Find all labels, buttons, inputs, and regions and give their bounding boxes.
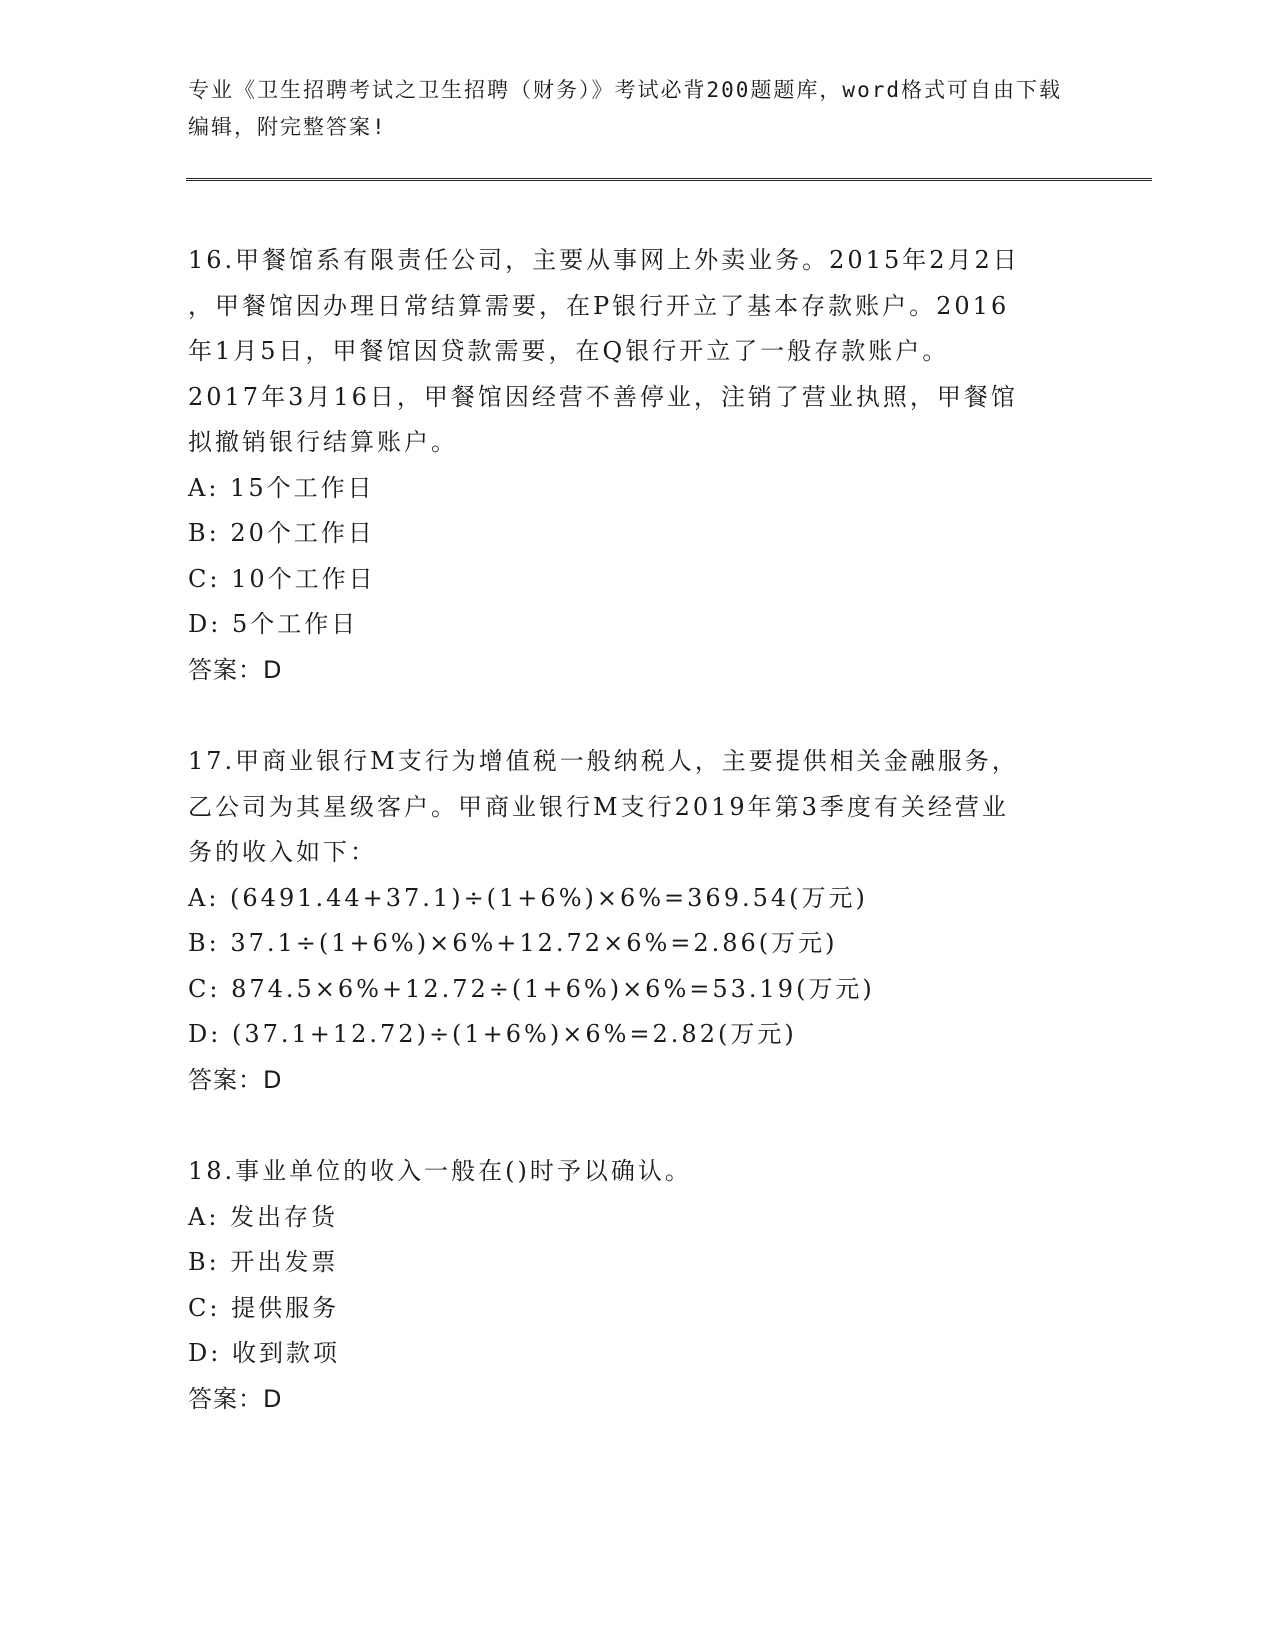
answer-line: 答案：D (188, 655, 283, 684)
option-a: A: (6491.44+37.1)÷(1+6%)×6%=369.54(万元) (188, 883, 868, 912)
question-18 (188, 1149, 1088, 1422)
answer-line: 答案：D (188, 1384, 283, 1413)
question-stem: 18.事业单位的收入一般在()时予以确认。 (188, 1157, 692, 1185)
question-17 (188, 739, 1088, 1103)
option-c: C: 874.5×6%+12.72÷(1+6%)×6%=53.19(万元) (188, 974, 875, 1003)
option-b: B: 开出发票 (188, 1248, 339, 1276)
answer-line: 答案：D (188, 1065, 283, 1094)
option-d: D: (37.1+12.72)÷(1+6%)×6%=2.82(万元) (188, 1020, 797, 1048)
question-list (188, 238, 1088, 1468)
document-header: 专业《卫生招聘考试之卫生招聘（财务）》考试必背200题题库，word格式可自由下载编辑，附完整答案! (188, 78, 1062, 139)
option-d: D: 收到款项 (188, 1339, 340, 1367)
option-b: B: 37.1÷(1+6%)×6%+12.72×6%=2.86(万元) (188, 929, 838, 957)
option-c: C: 10个工作日 (188, 564, 376, 593)
header-divider (186, 178, 1152, 181)
option-c: C: 提供服务 (188, 1293, 340, 1322)
option-d: D: 5个工作日 (188, 610, 359, 638)
question-16 (188, 238, 1088, 693)
option-a: A: 15个工作日 (188, 473, 375, 502)
question-stem: 17.甲商业银行M支行为增值税一般纳税人，主要提供相关金融服务， 乙公司为其星级客户。甲商业银行M支行2019年第3季度有关经营业 务的收入如下： (188, 747, 1019, 866)
option-b: B: 20个工作日 (188, 519, 375, 547)
question-stem: 16.甲餐馆系有限责任公司，主要从事网上外卖业务。2015年2月2日 ，甲餐馆因办理日常结算需要，在P银行开立了基本存款账户。2016 年1月5日，甲餐馆因贷款需要，在Q银行开立了一般存款账户。 2017年3月16日，甲餐馆因经营不善停业，注销了营业执照，甲餐馆 拟撤销银行结算账户。 (188, 246, 1020, 456)
option-a: A: 发出存货 (188, 1202, 339, 1231)
